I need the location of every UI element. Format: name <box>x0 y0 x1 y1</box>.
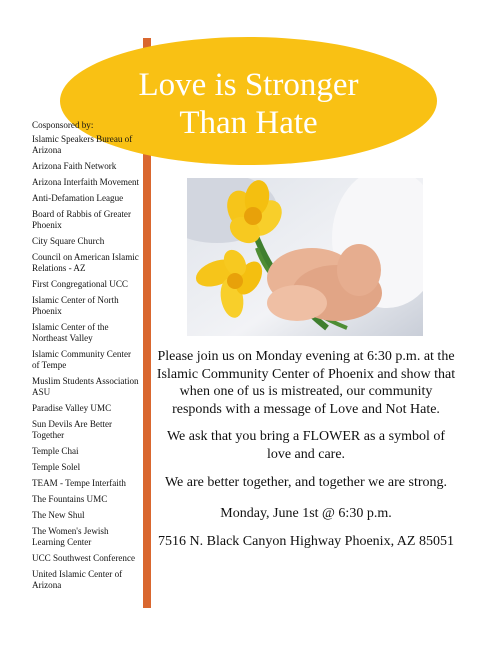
cosponsor-item: City Square Church <box>32 236 105 246</box>
cosponsor-item: Temple Solel <box>32 462 81 472</box>
cosponsor-item: Sun Devils Are Better Together <box>32 419 113 440</box>
cosponsor-item: Arizona Faith Network <box>32 161 117 171</box>
cosponsor-item: The Fountains UMC <box>32 494 108 504</box>
cosponsor-item: Council on American Islamic Relations - AZ <box>32 252 139 273</box>
invitation-paragraph: Please join us on Monday evening at 6:30 p.m. at the Islamic Community Center of Phoenix and show that when one of us is mistreated, our community responds with a message of Love and Not Hate. <box>156 349 456 417</box>
cosponsor-item: Paradise Valley UMC <box>32 403 112 413</box>
cosponsor-item: Board of Rabbis of Greater Phoenix <box>32 209 131 230</box>
cosponsor-item: Islamic Center of North Phoenix <box>32 295 119 316</box>
flower-request-paragraph: We ask that you bring a FLOWER as a symbol of love and care. <box>166 429 446 462</box>
cosponsor-item: United Islamic Center of Arizona <box>32 569 123 590</box>
cosponsor-heading: Cosponsored by: <box>32 120 94 130</box>
cosponsor-item: UCC Southwest Conference <box>32 553 136 563</box>
flower-in-hands-photo <box>187 178 423 336</box>
event-date-time: Monday, June 1st @ 6:30 p.m. <box>220 506 392 522</box>
cosponsor-item: Temple Chai <box>32 446 79 456</box>
cosponsor-item: Islamic Center of the Northeast Valley <box>32 322 109 343</box>
cosponsor-item: The New Shul <box>32 510 85 520</box>
cosponsor-item: Islamic Community Center of Tempe <box>32 349 132 370</box>
cosponsor-item: The Women's Jewish Learning Center <box>32 526 109 547</box>
cosponsor-list <box>32 120 140 596</box>
flower-illustration <box>187 178 423 336</box>
cosponsor-item: Islamic Speakers Bureau of Arizona <box>32 134 133 155</box>
cosponsor-item: TEAM - Tempe Interfaith <box>32 478 126 488</box>
cosponsor-item: Arizona Interfaith Movement <box>32 177 140 187</box>
flyer-body <box>156 348 456 560</box>
cosponsor-item: Anti-Defamation League <box>32 193 124 203</box>
event-address: 7516 N. Black Canyon Highway Phoenix, AZ 85051 <box>158 533 454 549</box>
title-line-2: Than Hate <box>179 105 318 141</box>
cosponsor-item: Muslim Students Association ASU <box>32 376 139 397</box>
cosponsor-item: First Congregational UCC <box>32 279 128 289</box>
title-line-1: Love is Stronger <box>138 67 359 103</box>
together-paragraph: We are better together, and together we are strong. <box>164 474 448 490</box>
